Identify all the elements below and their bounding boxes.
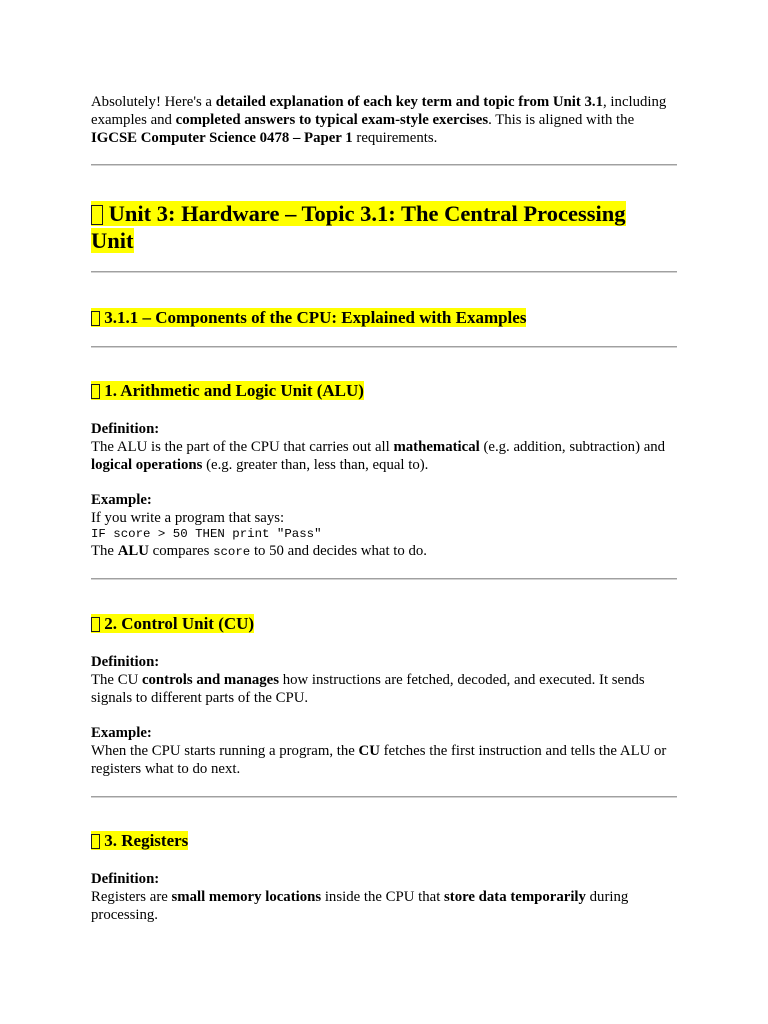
definition-label-line [91, 870, 677, 888]
definition-label: Definition: [91, 871, 160, 887]
unit-heading-highlight [91, 201, 626, 253]
text-segment: fetches the first instruction and tells the ALU or [379, 743, 667, 759]
alu-definition [91, 420, 677, 474]
intro-text-segment: Absolutely! Here's a [91, 94, 216, 110]
text-segment: registers what to do next. [91, 761, 241, 777]
text-segment: inside the CPU that [321, 889, 445, 905]
section-divider [91, 346, 677, 348]
text-segment: to 50 and decides what to do. [250, 543, 427, 559]
definition-text [91, 888, 677, 924]
cu-heading-text: 2. Control Unit (CU) [104, 614, 255, 633]
text-segment: (e.g. addition, subtraction) and [479, 439, 666, 455]
intro-bold-phrase: detailed explanation of each key term and topic from Unit 3.1 [215, 94, 604, 110]
unit-heading [91, 200, 677, 254]
intro-text-segment: . This is aligned with the [488, 112, 635, 128]
example-label: Example: [91, 725, 152, 741]
intro-bold-phrase: IGCSE Computer Science 0478 – Paper 1 [91, 130, 353, 146]
section-divider [91, 796, 677, 798]
text-segment: compares [148, 543, 214, 559]
example-text [91, 742, 677, 778]
inline-code: score [213, 545, 251, 559]
alu-heading-highlight [91, 381, 364, 400]
example-label-line [91, 724, 677, 742]
registers-definition [91, 870, 677, 924]
bold-phrase: small memory locations [171, 889, 322, 905]
registers-heading-text: 3. Registers [104, 831, 189, 850]
section-divider [91, 164, 677, 166]
definition-text [91, 671, 677, 707]
cu-example [91, 724, 677, 778]
text-segment: how instructions are fetched, decoded, and executed. It sends [279, 672, 645, 688]
alu-heading-text: 1. Arithmetic and Logic Unit (ALU) [104, 381, 364, 400]
intro-text-segment: , including [603, 94, 667, 110]
text-segment: during [585, 889, 629, 905]
missing-glyph-icon [91, 311, 100, 326]
section-heading-highlight [91, 308, 526, 327]
section-divider [91, 271, 677, 273]
text-segment: The [91, 543, 118, 559]
intro-bold-phrase: completed answers to typical exam-style exercises [175, 112, 489, 128]
missing-glyph-icon [91, 205, 103, 225]
bold-phrase: logical operations [91, 457, 203, 473]
text-segment: signals to different parts of the CPU. [91, 690, 309, 706]
text-segment: Registers are [91, 889, 172, 905]
section-heading [91, 308, 677, 328]
intro-text-segment: requirements. [352, 130, 438, 146]
bold-phrase: ALU [117, 543, 149, 559]
missing-glyph-icon [91, 384, 100, 399]
text-segment: The CU [91, 672, 142, 688]
definition-label: Definition: [91, 421, 160, 437]
definition-label-line [91, 420, 677, 438]
example-label-line [91, 491, 677, 509]
section-heading-text: 3.1.1 – Components of the CPU: Explained with Examples [104, 308, 527, 327]
bold-phrase: store data temporarily [444, 889, 586, 905]
registers-heading [91, 831, 677, 851]
example-text [91, 542, 677, 560]
cu-definition [91, 653, 677, 707]
section-divider [91, 578, 677, 580]
bold-phrase: mathematical [393, 439, 480, 455]
text-segment: When the CPU starts running a program, the [91, 743, 359, 759]
alu-heading [91, 381, 677, 401]
text-segment: (e.g. greater than, less than, equal to). [202, 457, 429, 473]
alu-example [91, 491, 677, 560]
definition-label-line [91, 653, 677, 671]
example-intro: If you write a program that says: [91, 510, 285, 526]
text-segment: The ALU is the part of the CPU that carries out all [91, 439, 394, 455]
bold-phrase: CU [358, 743, 380, 759]
unit-heading-line: Unit [91, 228, 134, 253]
definition-text [91, 438, 677, 474]
unit-heading-line: Unit 3: Hardware – Topic 3.1: The Central Processing [108, 201, 626, 226]
code-snippet: IF score > 50 THEN print "Pass" [91, 527, 322, 541]
example-label: Example: [91, 492, 152, 508]
cu-heading-highlight [91, 614, 254, 633]
cu-heading [91, 614, 677, 634]
bold-phrase: controls and manages [141, 672, 279, 688]
definition-label: Definition: [91, 654, 160, 670]
text-segment: processing. [91, 907, 158, 923]
intro-text-segment: examples and [91, 112, 176, 128]
registers-heading-highlight [91, 831, 188, 850]
missing-glyph-icon [91, 834, 100, 849]
missing-glyph-icon [91, 617, 100, 632]
document-page [91, 93, 677, 924]
intro-paragraph [91, 93, 677, 147]
